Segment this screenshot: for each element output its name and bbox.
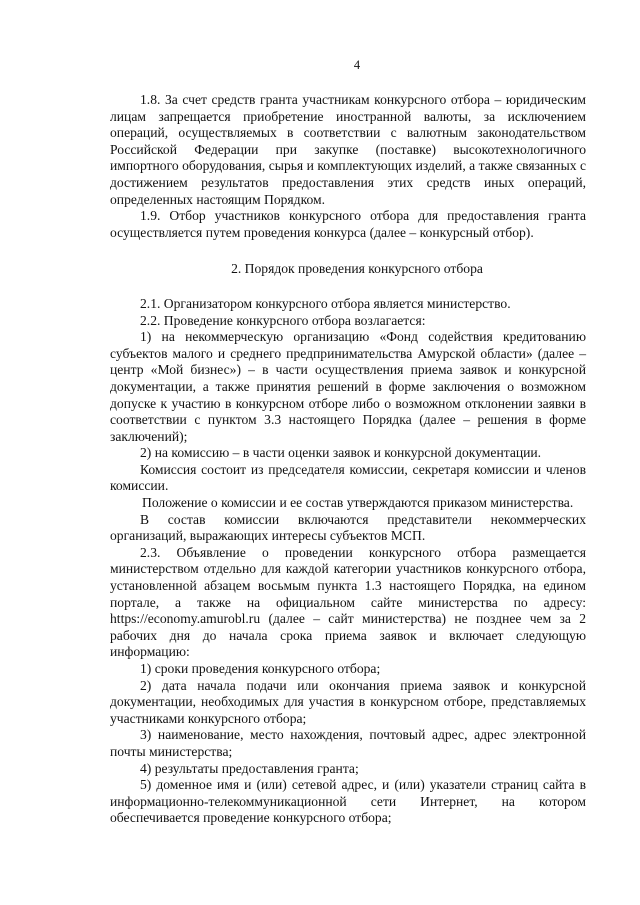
- paragraph-regulation: Положение о комиссии и ее состав утверждаются приказом министерства.: [142, 495, 574, 511]
- list-item: 5) доменное имя и (или) сетевой адрес, и (или) указатели страниц сайта в информационно-телекоммуникационной сети Интернет, на котором обеспечивается проведение конкурсного отбора;: [110, 777, 586, 826]
- paragraph-1-8: 1.8. За счет средств гранта участникам конкурсного отбора – юридическим лицам запрещается приобретение иностранной валюты, за исключением операций, осуществляемых в соответствии с валютным законодательством Российской Федерации при закупке (поставке) высокотехнологичного импортного оборудования, сырья и комплектующих изделий, а также связанных с достижением результатов предоставления этих средств иных операций, определенных настоящим Порядком.: [110, 92, 586, 207]
- paragraph-2-2-item-2: 2) на комиссию – в части оценки заявок и конкурсной документации.: [140, 445, 542, 461]
- paragraph-2-2: 2.2. Проведение конкурсного отбора возлагается:: [140, 312, 426, 328]
- list-item: 3) наименование, место нахождения, почтовый адрес, адрес электронной почты министерства;: [110, 727, 586, 759]
- paragraph-1-9: 1.9. Отбор участников конкурсного отбора для предоставления гранта осуществляется путем проведения конкурса (далее – конкурсный отбор).: [110, 208, 586, 240]
- paragraph-members: В состав комиссии включаются представители некоммерческих организаций, выражающих интересы субъектов МСП.: [110, 511, 586, 544]
- paragraph-2-2-item-1: 1) на некоммерческую организацию «Фонд содействия кредитованию субъектов малого и среднего предпринимательства Амурской области» (далее – центр «Мой бизнес») – в части осуществления приема заявок и конкурсной документации, а также принятия решений в форме заключения о возможном допуске к участию в конкурсном отборе либо о возможном отклонении заявки в соответствии с пунктом 3.3 настоящего Порядка (далее – решения в форме заключений);: [110, 329, 586, 444]
- list-item: 4) результаты предоставления гранта;: [140, 760, 359, 776]
- paragraph-2-1: 2.1. Организатором конкурсного отбора является министерство.: [140, 295, 511, 311]
- list-item: 2) дата начала подачи или окончания приема заявок и конкурсной документации, необходимых для участия в конкурсном отборе, представляемых участниками конкурсного отбора;: [110, 677, 586, 726]
- paragraph-2-3: 2.3. Объявление о проведении конкурсного отбора размещается министерством отдельно для каждой категории участников конкурсного отбора, установленной абзацем восьмым пункта 1.3 настоящего Порядка, на едином портале, а также на официальном сайте министерства по адресу: https://economy.amurobl.ru (далее – сайт министерства) не позднее чем за 2 рабочих дня до начала срока приема заявок и включает следующую информацию:: [110, 544, 586, 660]
- list-item: 1) сроки проведения конкурсного отбора;: [140, 661, 381, 676]
- paragraph-commission: Комиссия состоит из председателя комиссии, секретаря комиссии и членов комиссии.: [110, 461, 586, 494]
- page-number: 4: [353, 58, 361, 72]
- section-heading: 2. Порядок проведения конкурсного отбора: [231, 261, 483, 277]
